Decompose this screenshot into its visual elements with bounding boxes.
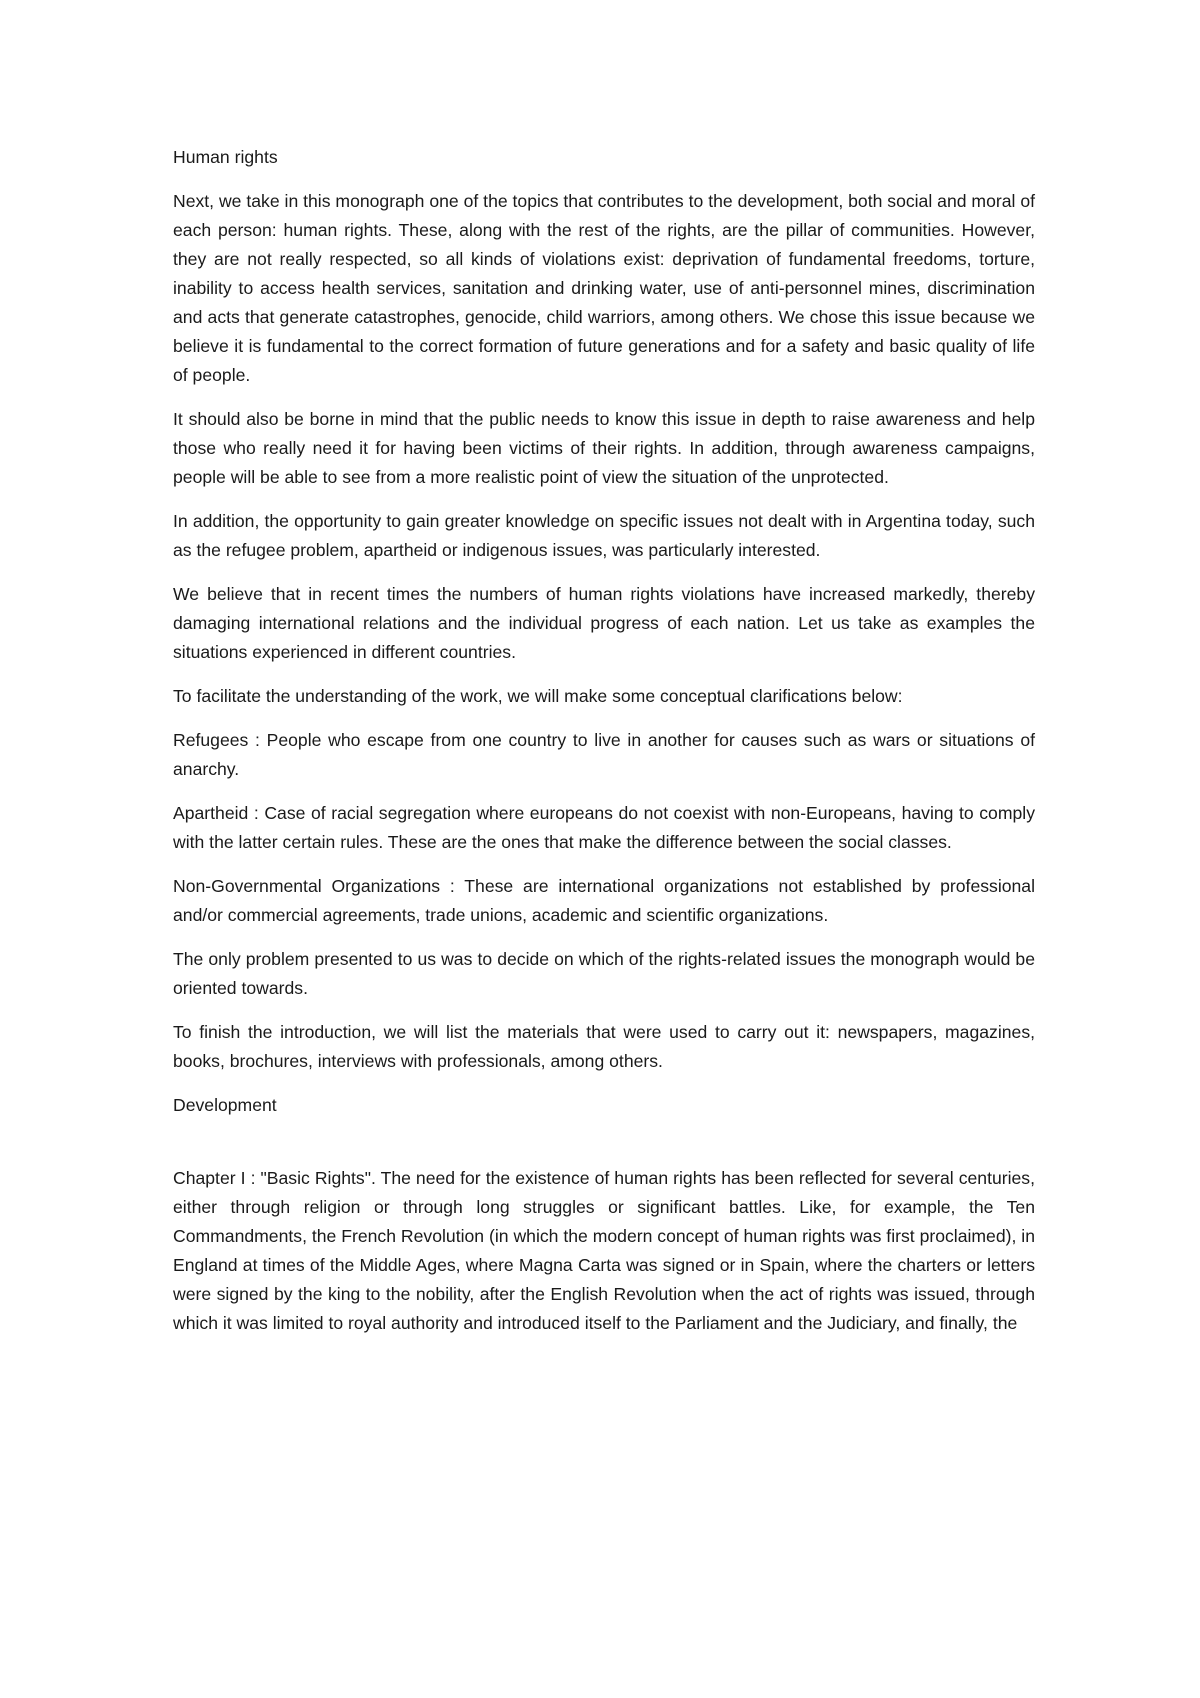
definition-refugees: Refugees : People who escape from one country to live in another for causes such as wars or situations of anarchy. <box>173 730 1035 779</box>
intro-paragraph: Next, we take in this monograph one of the topics that contributes to the development, both social and moral of each person: human rights. These, along with the rest of the rights, are the pillar of communities. However, they are not really respected, so all kinds of violations exist: deprivation of fundamental freedoms, torture, inability to access health services, sanitation and drinking water, use of anti-personnel mines, discrimination and acts that generate catastrophes, genocide, child warriors, among others. We chose this issue because we believe it is fundamental to the correct formation of future generations and for a safety and basic quality of life of people. <box>173 191 1035 385</box>
violations-paragraph: We believe that in recent times the numbers of human rights violations have increased markedly, thereby damaging international relations and the individual progress of each nation. Let us take as examples the situations experienced in different countries. <box>173 584 1035 662</box>
document-body <box>173 143 1035 1353</box>
problem-paragraph: The only problem presented to us was to decide on which of the rights-related issues the monograph would be oriented towards. <box>173 949 1035 998</box>
knowledge-paragraph: In addition, the opportunity to gain greater knowledge on specific issues not dealt with in Argentina today, such as the refugee problem, apartheid or indigenous issues, was particularly interested. <box>173 511 1035 560</box>
clarifications-paragraph: To facilitate the understanding of the work, we will make some conceptual clarifications below: <box>173 686 903 706</box>
document-title: Human rights <box>173 147 278 167</box>
chapter-one-paragraph: Chapter I : "Basic Rights". The need for the existence of human rights has been reflected for several centuries, either through religion or through long struggles or significant battles. Like, for example, the Ten Commandments, the French Revolution (in which the modern concept of human rights was first proclaimed), in England at times of the Middle Ages, where Magna Carta was signed or in Spain, where the charters or letters were signed by the king to the nobility, after the English Revolution when the act of rights was issued, through which it was limited to royal authority and introduced itself to the Parliament and the Judiciary, and finally, the <box>173 1168 1035 1333</box>
development-heading: Development <box>173 1095 277 1115</box>
section-spacer <box>173 1135 1035 1164</box>
materials-paragraph: To finish the introduction, we will list the materials that were used to carry out it: newspapers, magazines, books, brochures, interviews with professionals, among others. <box>173 1022 1035 1071</box>
awareness-paragraph: It should also be borne in mind that the public needs to know this issue in depth to raise awareness and help those who really need it for having been victims of their rights. In addition, through awareness campaigns, people will be able to see from a more realistic point of view the situation of the unprotected. <box>173 409 1035 487</box>
definition-ngo: Non-Governmental Organizations : These are international organizations not established by professional and/or commercial agreements, trade unions, academic and scientific organizations. <box>173 876 1035 925</box>
definition-apartheid: Apartheid : Case of racial segregation where europeans do not coexist with non-Europeans, having to comply with the latter certain rules. These are the ones that make the difference between the social classes. <box>173 803 1035 852</box>
